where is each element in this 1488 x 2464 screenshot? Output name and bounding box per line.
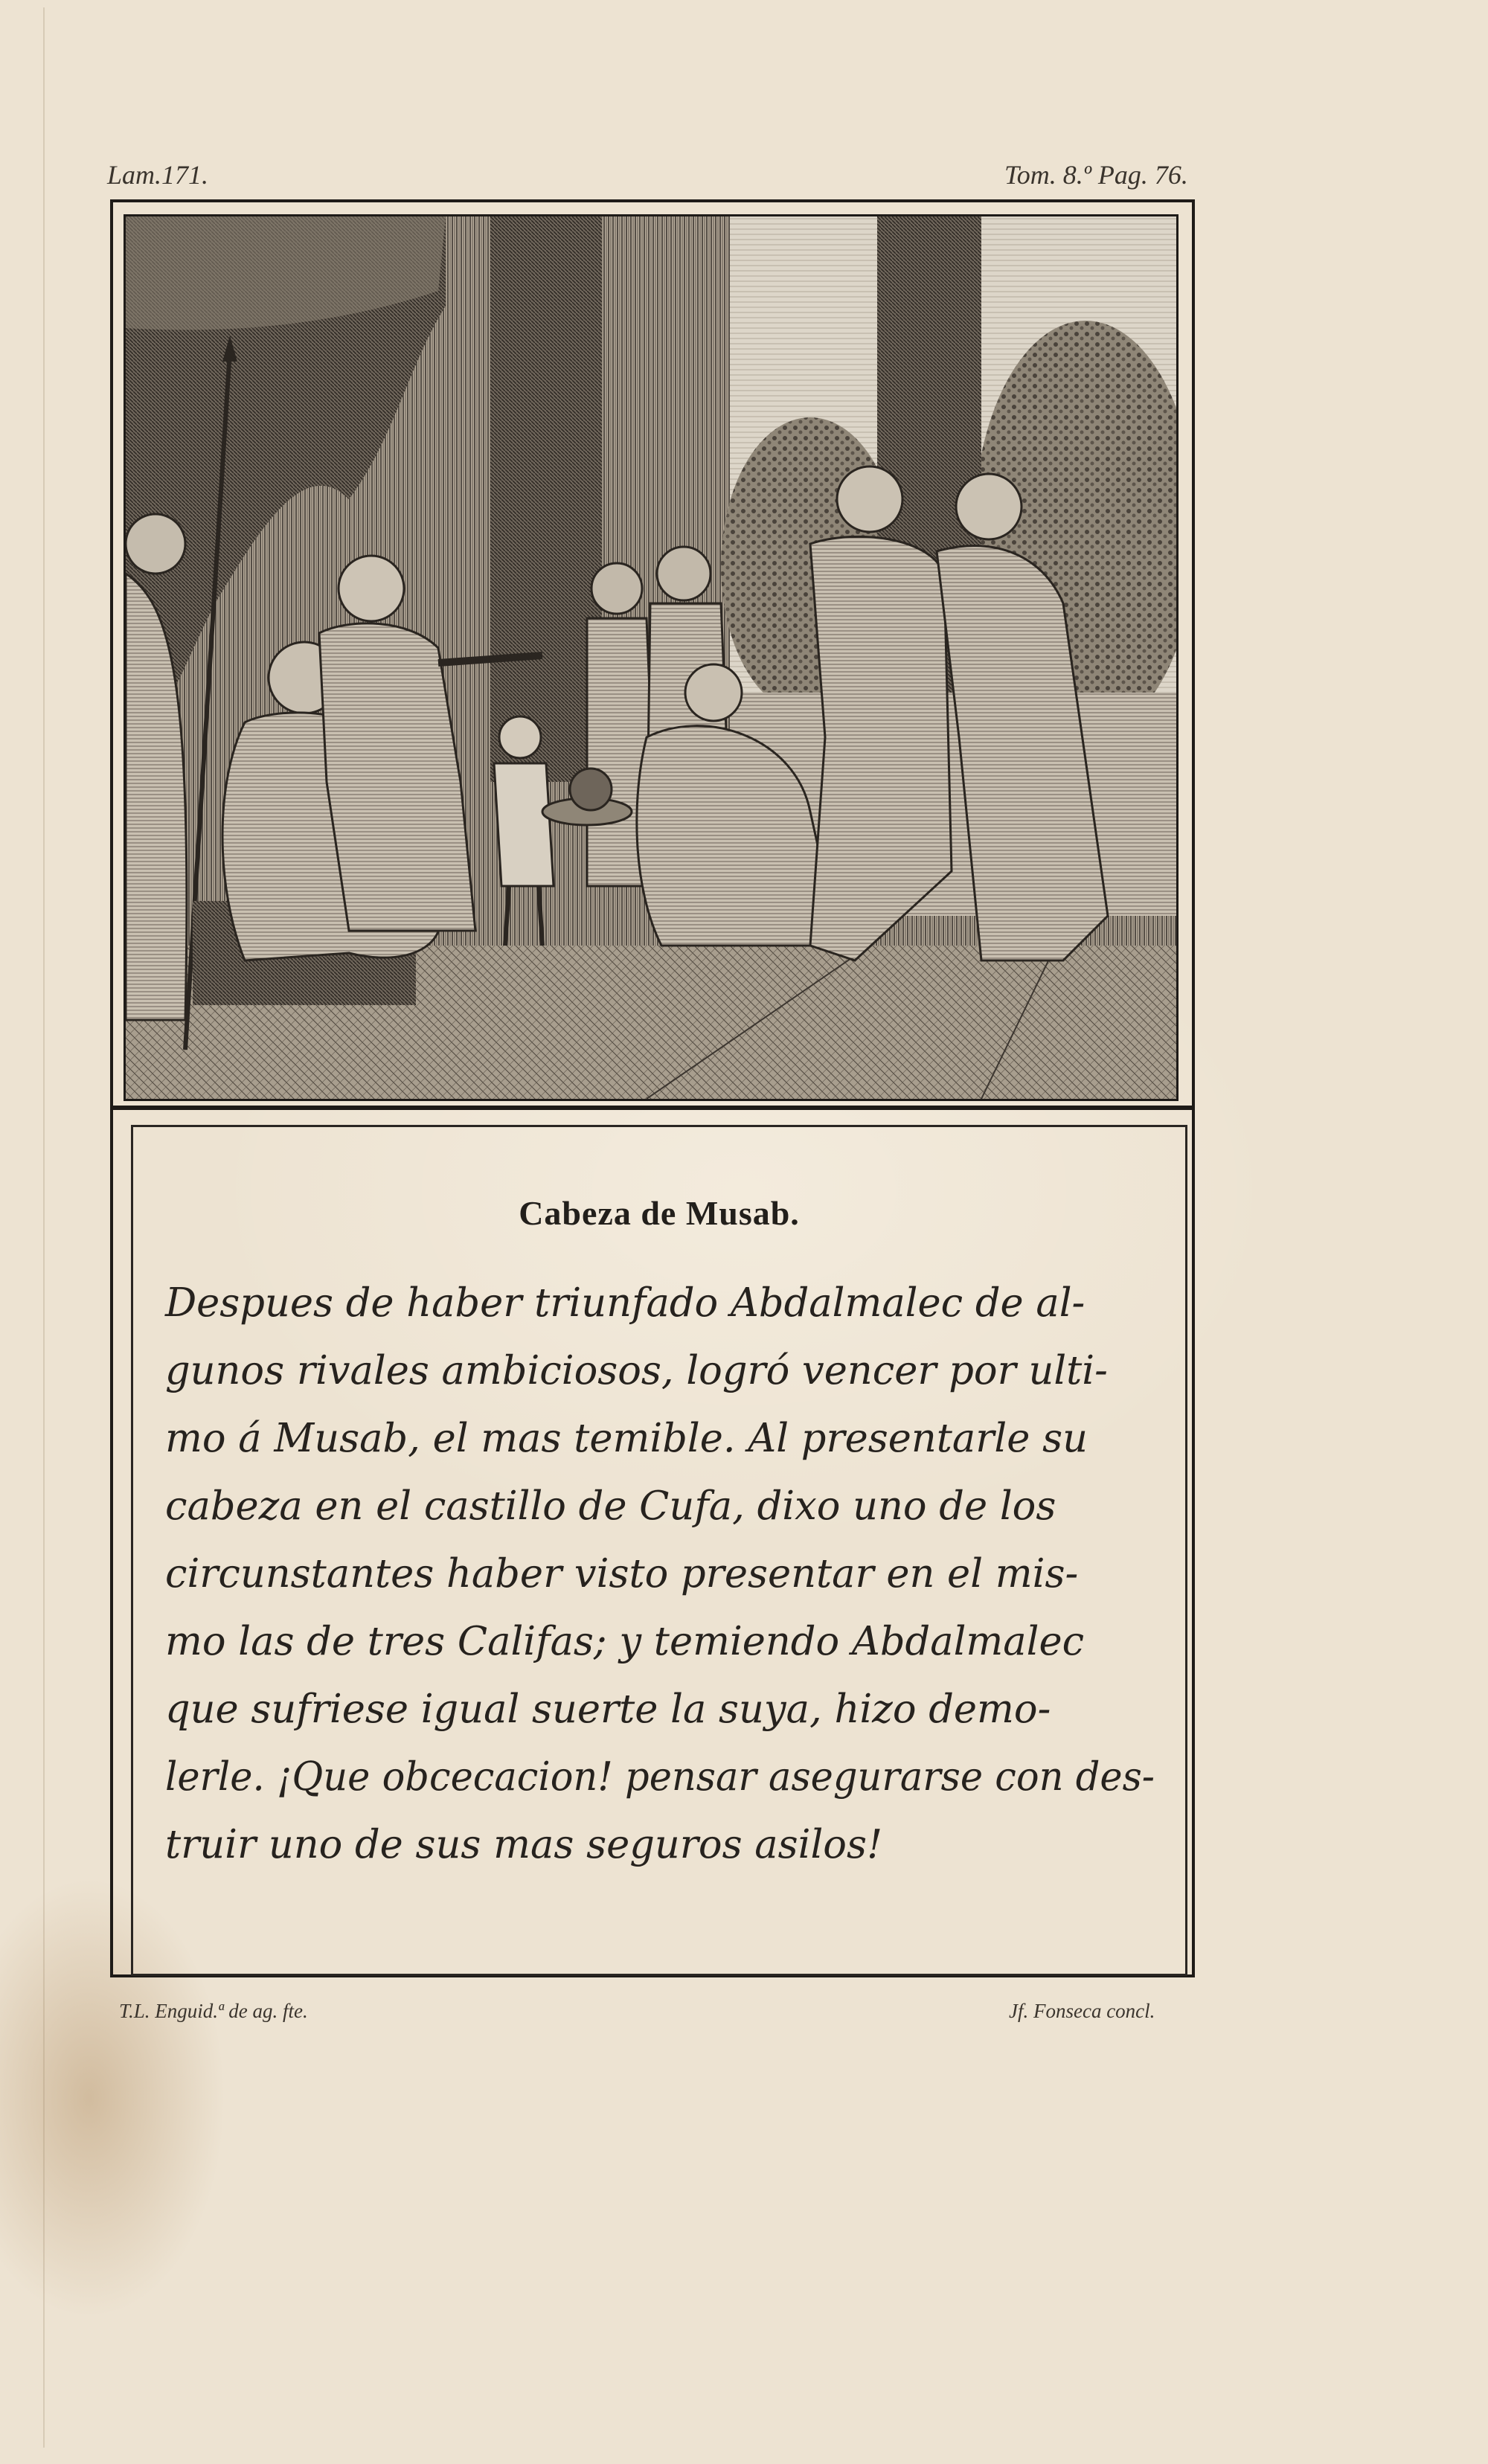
plate-divider [110,1106,1195,1110]
caption-text [165,1269,1162,1879]
caption-line: circunstantes haber visto presentar en el mis- [165,1551,1079,1597]
caption-line: cabeza en el castillo de Cufa, dixo uno de los [165,1483,1056,1529]
engraver-credit: T.L. Enguid.ª de ag. fte. [119,2000,308,2022]
caption-line: Despues de haber triunfado Abdalmalec de al- [165,1280,1085,1326]
plate-number: Lam.171. [107,160,209,190]
caption-line: mo á Musab, el mas temible. Al presentarle su [165,1416,1088,1461]
caption-title: Cabeza de Musab. [519,1194,800,1232]
engraving-scene [126,216,1176,1099]
caption-line: gunos rivales ambiciosos, logró vencer por ulti- [165,1348,1108,1393]
finisher-credit: Jf. Fonseca concl. [1009,2000,1155,2022]
caption-line: que sufriese igual suerte la suya, hizo demo- [165,1687,1051,1732]
caption-line: mo las de tres Califas; y temiendo Abdalmalec [165,1619,1085,1664]
caption-line: lerle. ¡Que obcecacion! pensar asegurarse con des- [165,1754,1155,1800]
engraving-illustration [124,214,1178,1101]
caption-line: truir uno de sus mas seguros asilos! [165,1822,883,1867]
volume-page-reference: Tom. 8.º Pag. 76. [1004,160,1188,190]
